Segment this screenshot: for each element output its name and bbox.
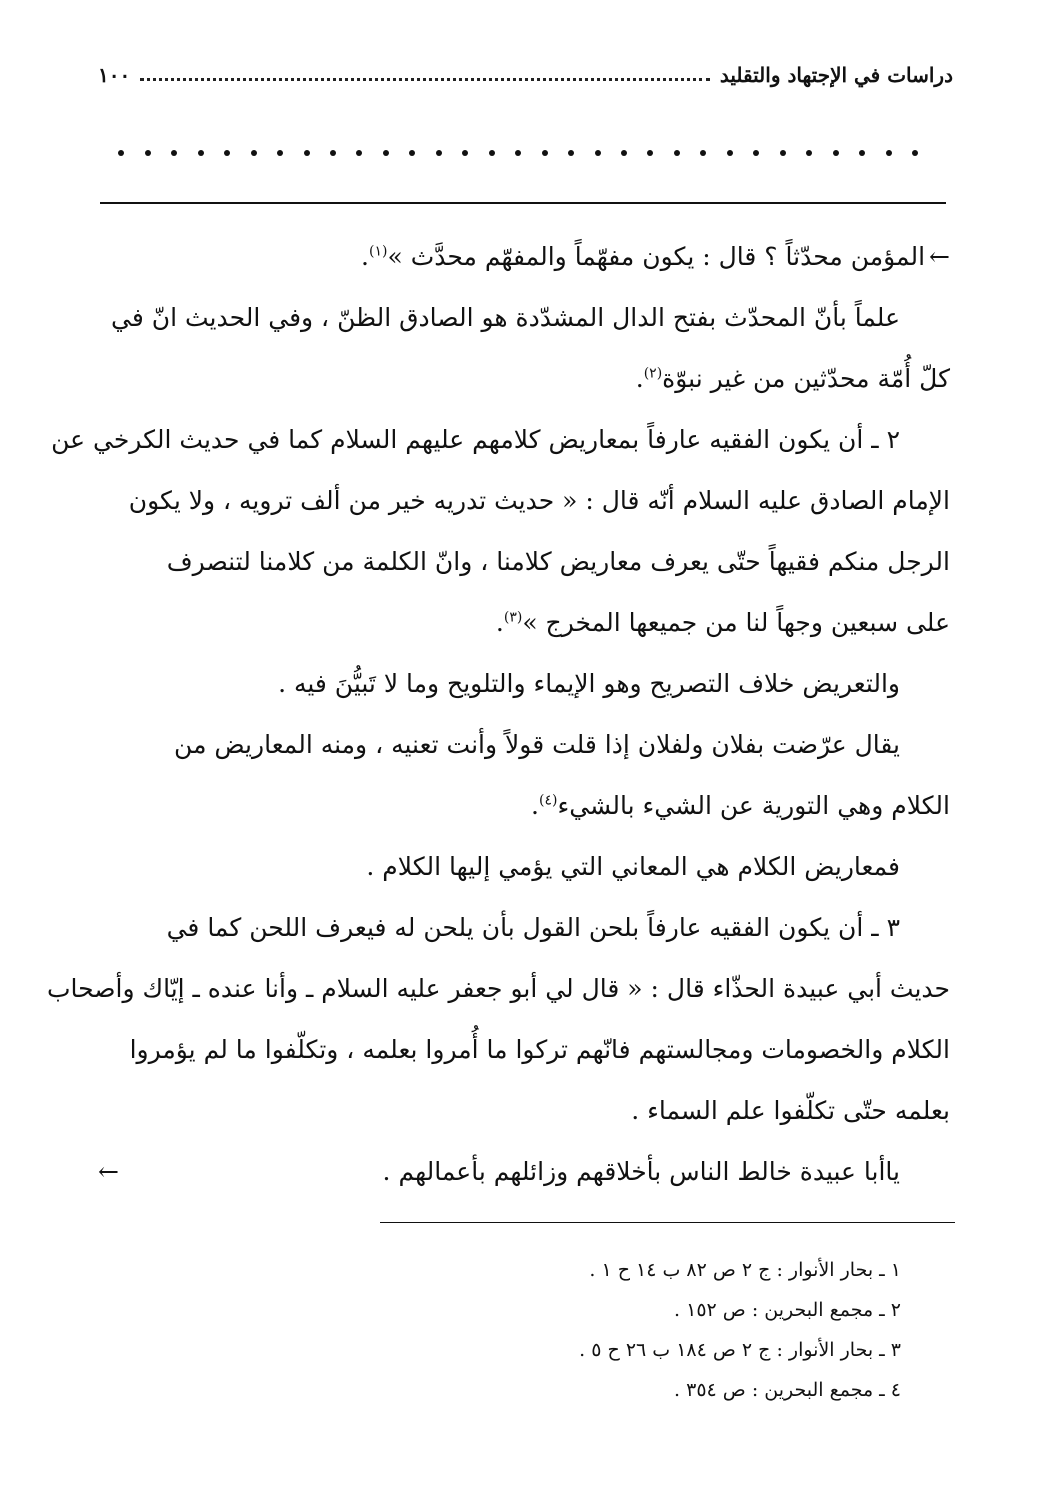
dot-leader: [140, 78, 710, 81]
line-text: كلّ أُمّة محدّثين من غير نبوّة: [662, 364, 950, 393]
line-text: يقال عرّضت بفلان ولفلان إذا قلت قولاً وأنت تعنيه ، ومنه المعاريض من: [174, 730, 900, 759]
text-line: [98, 836, 950, 897]
text-line: [98, 897, 950, 958]
line-text: بعلمه حتّى تكلّفوا علم السماء .: [631, 1096, 950, 1125]
ornament-dot: [727, 150, 733, 156]
ornament-dot: [859, 150, 865, 156]
text-line: [98, 1141, 950, 1202]
line-text: الكلام وهي التورية عن الشيء بالشيء: [557, 791, 950, 820]
footnote-item: ٤ ـ مجمع البحرين : ص ٣٥٤ .: [674, 1379, 901, 1401]
text-line: [98, 1019, 950, 1080]
main-text: [46, 226, 950, 1202]
ornament-dot: [118, 150, 124, 156]
ornament-dot: [674, 150, 680, 156]
ornament-dot: [912, 150, 918, 156]
text-line: [98, 531, 950, 592]
ornament-dot: [886, 150, 892, 156]
ornament-dot: [568, 150, 574, 156]
footnotes-list: [481, 1250, 901, 1410]
ornament-dot: [542, 150, 548, 156]
line-tail: .: [635, 364, 644, 393]
ornament-dot: [462, 150, 468, 156]
book-title: دراسات في الإجتهاد والتقليد: [719, 63, 953, 87]
continued-next-arrow-icon: ←: [98, 1157, 119, 1186]
ornament-dot-row: [118, 150, 918, 156]
ornament-dot: [436, 150, 442, 156]
line-text: فمعاريض الكلام هي المعاني التي يؤمي إليها الكلام .: [366, 852, 900, 881]
ornament-dot: [383, 150, 389, 156]
line-text: المؤمن محدّثاً ؟ قال : يكون مفهّماً والمفهّم محدَّث »: [387, 242, 926, 271]
text-line: [98, 592, 950, 653]
ornament-dot: [251, 150, 257, 156]
ornament-dot: [330, 150, 336, 156]
line-text: ياأبا عبيدة خالط الناس بأخلاقهم وزائلهم بأعمالهم .: [382, 1157, 900, 1186]
ornament-dot: [277, 150, 283, 156]
ornament-dot: [171, 150, 177, 156]
ornament-dot: [621, 150, 627, 156]
line-text: الكلام والخصومات ومجالستهم فانّهم تركوا ما أُمروا بعلمه ، وتكلّفوا ما لم يؤمروا: [129, 1035, 950, 1064]
ornament-dot: [806, 150, 812, 156]
text-line: [98, 714, 950, 775]
ornament-dot: [833, 150, 839, 156]
line-text: ٢ ـ أن يكون الفقيه عارفاً بمعاريض كلامهم عليهم السلام كما في حديث الكرخي عن: [51, 425, 900, 454]
text-line: [98, 1080, 950, 1141]
ornament-dot: [409, 150, 415, 156]
line-tail: .: [495, 608, 504, 637]
ornament-dot: [595, 150, 601, 156]
ornament-dot: [224, 150, 230, 156]
text-line: [98, 226, 950, 287]
text-line: [98, 287, 950, 348]
footnote-ref: (٤): [538, 792, 558, 809]
line-text: والتعريض خلاف التصريح وهو الإيماء والتلويح وما لا تَبيُّنَ فيه .: [278, 669, 900, 698]
header-rule: [100, 202, 946, 204]
ornament-dot: [753, 150, 759, 156]
text-line: [98, 470, 950, 531]
text-line: [98, 348, 950, 409]
footnote-ref: (٣): [503, 609, 523, 626]
page-number: ١٠٠: [98, 63, 131, 87]
footnote-rule: [380, 1222, 955, 1223]
line-text: على سبعين وجهاً لنا من جميعها المخرج »: [522, 608, 950, 637]
footnote-item: ١ ـ بحار الأنوار : ج ٢ ص ٨٢ ب ١٤ ح ١ .: [589, 1259, 901, 1281]
line-text: الإمام الصادق عليه السلام أنّه قال : « حديث تدريه خير من ألف ترويه ، ولا يكون: [128, 486, 950, 515]
footnote-ref: (١): [369, 243, 388, 260]
line-text: ٣ ـ أن يكون الفقيه عارفاً بلحن القول بأن يلحن له فيعرف اللحن كما في: [166, 913, 900, 942]
line-tail: .: [361, 242, 369, 271]
footnote-ref: (٢): [643, 365, 663, 382]
text-line: [51, 409, 950, 470]
ornament-dot: [356, 150, 362, 156]
footnote-item: ٢ ـ مجمع البحرين : ص ١٥٢ .: [674, 1299, 901, 1321]
footnote-item: ٣ ـ بحار الأنوار : ج ٢ ص ١٨٤ ب ٢٦ ح ٥ .: [579, 1339, 901, 1361]
text-line: [46, 958, 950, 1019]
ornament-dot: [780, 150, 786, 156]
ornament-dot: [145, 150, 151, 156]
ornament-dot: [515, 150, 521, 156]
running-header: [98, 58, 953, 92]
ornament-dot: [304, 150, 310, 156]
ornament-dot: [647, 150, 653, 156]
ornament-dot: [700, 150, 706, 156]
line-text: الرجل منكم فقيهاً حتّى يعرف معاريض كلامنا ، وانّ الكلمة من كلامنا لتنصرف: [166, 547, 950, 576]
line-text: حديث أبي عبيدة الحذّاء قال : « قال لي أبو جعفر عليه السلام ـ وأنا عنده ـ إيّاك وأصحاب: [46, 974, 950, 1003]
text-line: [98, 775, 950, 836]
ornament-dot: [489, 150, 495, 156]
line-text: علماً بأنّ المحدّث بفتح الدال المشدّدة هو الصادق الظنّ ، وفي الحديث انّ في: [110, 303, 900, 332]
text-line: [98, 653, 950, 714]
line-tail: .: [531, 791, 539, 820]
continued-from-arrow-icon: ←: [929, 242, 950, 271]
ornament-dot: [198, 150, 204, 156]
